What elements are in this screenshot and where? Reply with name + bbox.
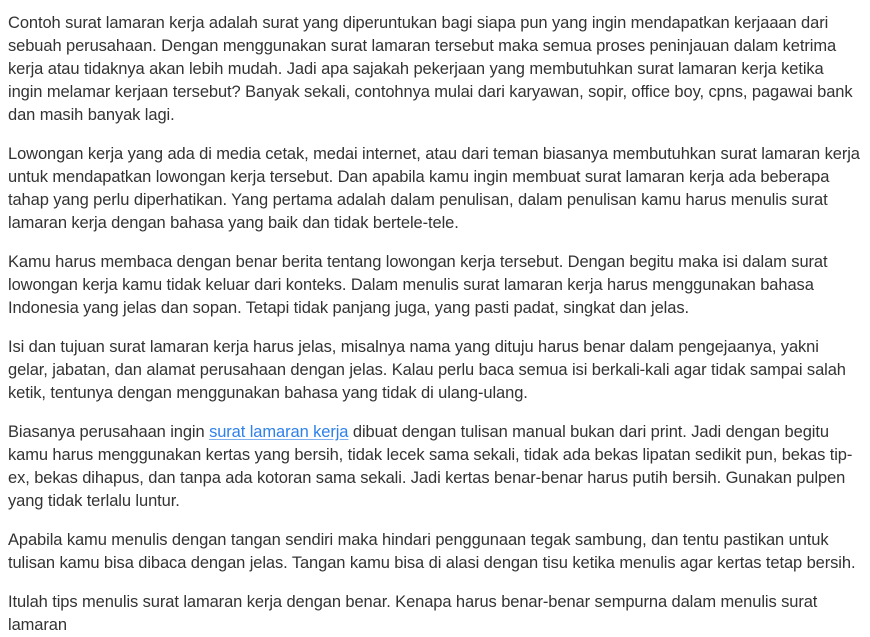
paragraph-intro: Contoh surat lamaran kerja adalah surat yang diperuntukan bagi siapa pun yang ingin mendapatkan kerjaaan dari sebuah perusahaan. Dengan menggunakan surat lamaran tersebut maka semua proses peninjauan dalam ketrima kerja atau tidaknya akan lebih mudah. Jadi apa sajakah pekerjaan yang membutuhkan surat lamaran kerja ketika ingin melamar kerjaan tersebut? Banyak sekali, contohnya mulai dari karyawan, sopir, office boy, cpns, pagawai bank dan masih banyak lagi.: [8, 14, 853, 124]
text-after-link: dibuat dengan tulisan manual bukan dari print. Jadi dengan begitu kamu harus menggunakan kertas yang bersih, tidak lecek sama sekali, tidak ada bekas lipatan sedikit pun, bekas tip-ex, bekas dihapus, dan tanpa ada kotoran sama sekali. Jadi kertas benar-benar harus putih bersih. Gunakan pulpen yang tidak terlalu luntur.: [8, 423, 853, 510]
paragraph-tulisan-manual: [8, 421, 861, 513]
paragraph-lowongan-media: Lowongan kerja yang ada di media cetak, medai internet, atau dari teman biasanya membutuhkan surat lamaran kerja untuk mendapatkan lowongan kerja tersebut. Dan apabila kamu ingin membuat surat lamaran kerja ada beberapa tahap yang perlu diperhatikan. Yang pertama adalah dalam penulisan, dalam penulisan kamu harus menulis surat lamaran kerja dengan bahasa yang baik dan tidak bertele-tele.: [8, 145, 860, 232]
paragraph-membaca-berita: Kamu harus membaca dengan benar berita tentang lowongan kerja tersebut. Dengan begitu maka isi dalam surat lowongan kerja kamu tidak keluar dari konteks. Dalam menulis surat lamaran kerja harus menggunakan bahasa Indonesia yang jelas dan sopan. Tetapi tidak panjang juga, yang pasti padat, singkat dan jelas.: [8, 253, 828, 317]
text-before-link: Biasanya perusahaan ingin: [8, 423, 210, 441]
paragraph-penutup: Itulah tips menulis surat lamaran kerja dengan benar. Kenapa harus benar-benar sempurna dalam menulis surat lamaran: [8, 593, 818, 634]
surat-lamaran-kerja-link[interactable]: surat lamaran kerja: [209, 423, 349, 441]
paragraph-isi-tujuan: Isi dan tujuan surat lamaran kerja harus jelas, misalnya nama yang dituju harus benar dalam pengejaanya, yakni gelar, jabatan, dan alamat perusahaan dengan jelas. Kalau perlu baca semua isi berkali-kali agar tidak sampai salah ketik, tentunya dengan menggunakan bahasa yang tidak di ulang-ulang.: [8, 338, 846, 402]
paragraph-tulis-tangan: Apabila kamu menulis dengan tangan sendiri maka hindari penggunaan tegak sambung, dan tentu pastikan untuk tulisan kamu bisa dibaca dengan jelas. Tangan kamu bisa di alasi dengan tisu ketika menulis agar kertas tetap bersih.: [8, 531, 856, 572]
